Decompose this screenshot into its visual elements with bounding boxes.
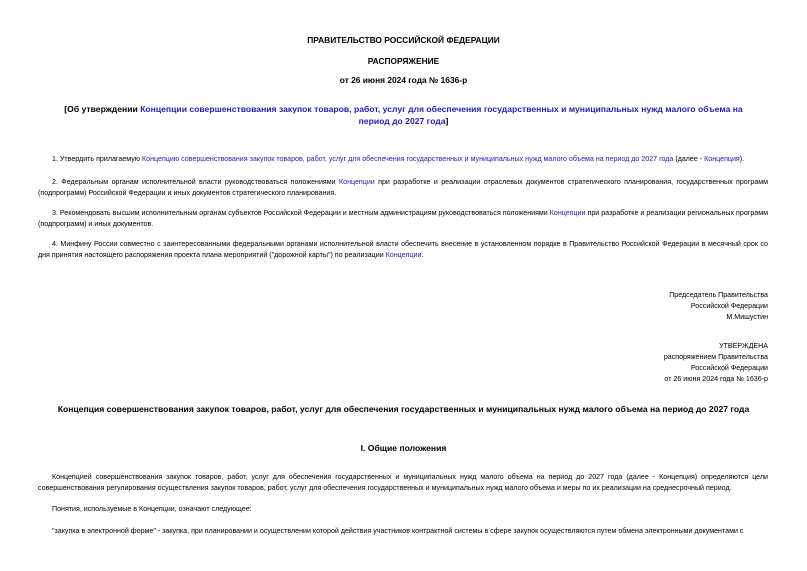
heading-concept-link[interactable]: Концепции совершенствования закупок товаров, работ, услуг для обеспечения государственных и муниципальных нужд малого объема на период до 2027 года xyxy=(140,104,743,126)
approval-block xyxy=(664,341,768,385)
approval-country: Российской Федерации xyxy=(690,364,768,372)
approval-label: УТВЕРЖДЕНА xyxy=(719,342,768,350)
concept-paragraph-2 xyxy=(38,504,768,515)
item-text: 4. Минфину России совместно с заинтересованными федеральными органами исполнительной власти обеспечить внесение в установленном порядке в Правительство Российской Федерации в месячный срок со дня принятия настоящего распоряжения проекта плана мероприятий ("дорожной карты") по реализации xyxy=(38,240,768,259)
order-item-4 xyxy=(38,239,768,261)
signature-block xyxy=(669,290,768,323)
signature-position-country: Российской Федерации xyxy=(690,302,768,310)
paragraph-text: Понятия, используемые в Концепции, означают следующее: xyxy=(52,505,252,513)
signature-position: Председатель Правительства xyxy=(669,291,768,299)
heading-bracket-close: ] xyxy=(445,116,449,126)
item-text: 2. Федеральным органам исполнительной власти руководствоваться положениями xyxy=(52,178,339,186)
document-type: РАСПОРЯЖЕНИЕ xyxy=(367,56,440,66)
item-text: при разработке и реализации отраслевых документов стратегического планирования, государственных программ (подпрограмм) Российской Федерации и иных документов стратегического планирования. xyxy=(38,178,768,197)
item-text: (далее - xyxy=(673,155,705,163)
section-title: I. Общие положения xyxy=(360,443,447,453)
concept-link[interactable]: Концепцию совершенствования закупок товаров, работ, услуг для обеспечения государственных и муниципальных нужд малого объема на период до 2027 года xyxy=(142,155,674,163)
item-text: 3. Рекомендовать высшим исполнительным органам субъектов Российской Федерации и местным администрациям руководствоваться положениями xyxy=(52,209,550,217)
item-text: ). xyxy=(739,155,745,163)
concept-link[interactable]: Концепции xyxy=(549,209,586,217)
concept-paragraph-3 xyxy=(38,526,768,537)
document-heading xyxy=(48,103,759,127)
concept-paragraph-1 xyxy=(38,472,768,494)
order-item-1 xyxy=(38,154,768,165)
concept-short-link[interactable]: Концепция xyxy=(704,155,740,163)
paragraph-text: "закупка в электронной форме" - закупка, при планировании и осуществлении которой действия участников контрактной системы в сфере закупок осуществляются путем обмена электронными документами с xyxy=(52,527,744,535)
heading-bracket-open: [Об утверждении xyxy=(64,104,141,114)
item-text: при разработке и реализации региональных программ (подпрограмм) и иных документов. xyxy=(38,209,768,228)
government-title: ПРАВИТЕЛЬСТВО РОССИЙСКОЙ ФЕДЕРАЦИИ xyxy=(307,35,500,45)
order-item-3 xyxy=(38,208,768,230)
concept-title: Концепция совершенствования закупок товаров, работ, услуг для обеспечения государственных и муниципальных нужд малого объема на период до 2027 года xyxy=(57,404,750,414)
order-item-2 xyxy=(38,177,768,199)
item-text: 1. Утвердить прилагаемую xyxy=(52,155,143,163)
approval-by: распоряжением Правительства xyxy=(663,353,768,361)
concept-link[interactable]: Концепции xyxy=(339,178,375,186)
paragraph-text: Концепцией совершенствования закупок товаров, работ, услуг для обеспечения государственных и муниципальных нужд малого объема на период до 2027 года (далее - Концепция) определяются цели совершенствования регулирования осуществления закупок товаров, работ, услуг для обеспечения государственных и муниципальных нужд малого объема и меры по их реализации на среднесрочный период. xyxy=(38,473,768,492)
signature-name: М.Мишустин xyxy=(726,313,768,321)
document-date-number: от 26 июня 2024 года № 1636-р xyxy=(339,75,468,85)
concept-link[interactable]: Концепции xyxy=(385,251,422,259)
approval-date: от 26 июня 2024 года № 1636-р xyxy=(664,375,768,383)
item-text: . xyxy=(421,251,424,259)
